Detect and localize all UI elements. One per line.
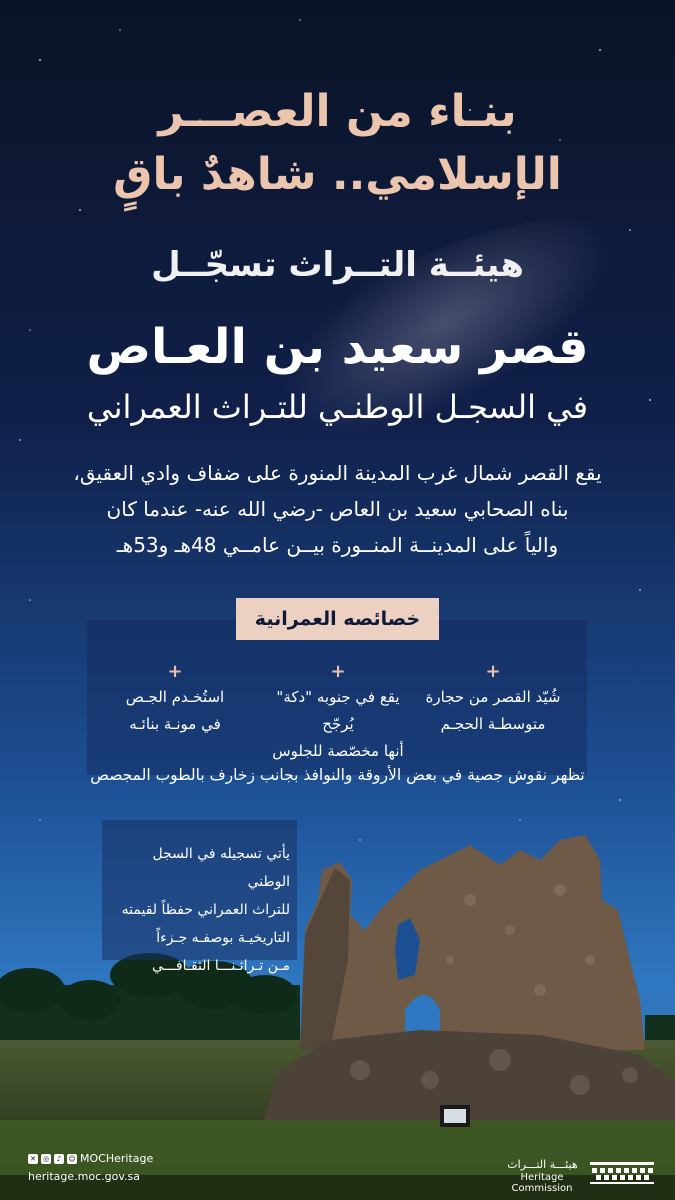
sidenote-line: للتراث العمراني حفظاً لقيمته [121,902,290,918]
sidenote-line: التاريخيـة بوصفـه جـزءاً [156,930,290,946]
snapchat-icon[interactable]: ☺ [68,1154,76,1163]
heritage-commission-logo-icon [588,1160,656,1186]
feature-text: شُيّد القصر من حجارة [425,688,561,706]
plus-icon: + [485,661,501,682]
social-handle[interactable]: MOCHeritage [80,1152,154,1165]
features-title-tag: خصائصه العمرانية [236,598,439,640]
feature-text: في مونـة بنائـه [129,715,221,733]
plus-icon: + [330,661,346,682]
feature-item [418,662,568,738]
instagram-icon[interactable]: ◎ [42,1154,50,1163]
plus-icon: + [167,661,183,682]
feature-text: أنها مخصّصة للجلوس [272,742,404,760]
x-icon[interactable]: ✕ [28,1154,38,1164]
social-handle-row [28,1152,153,1165]
sidenote-line: مـن تـراثـنـــا الثقـافـــي [151,958,290,974]
sidenote-text [110,840,290,980]
feature-text: استُخـدم الجـص [125,688,225,706]
site-name-title: قصر سعيد بن العـاص [86,319,589,375]
registry-subtitle: في السجـل الوطنـي للتـراث العمراني [86,388,589,426]
tiktok-icon[interactable]: ♪ [54,1154,64,1164]
feature-item [263,662,413,765]
logo-text-arabic: هيئـــة التـــراث [507,1158,578,1171]
logo-text-english: Heritage Commission [511,1172,573,1194]
headline-line-2: الإسلامي.. شاهدٌ باقٍ [113,149,562,200]
feature-item [100,662,250,738]
intro-line: يقع القصر شمال غرب المدينة المنورة على ضفاف وادي العقيق، [73,461,602,485]
feature-text: متوسطـة الحجـم [440,715,546,733]
sidenote-line: يأتي تسجيله في السجل الوطني [152,846,290,890]
intro-paragraph [30,455,645,563]
headline-line-1: بنـاء من العصـــر [158,86,517,137]
intro-line: والياً على المدينــة المنــورة بيــن عامــي 48هـ و53هـ [116,533,559,557]
feature-text: يقع في جنوبه "دكة" يُرجّح [276,688,400,733]
intro-line: بناه الصحابي سعيد بن العاص -رضي الله عنه- عندما كان [106,497,569,521]
headline-line-3: هيئــة التــراث تسجّــل [151,245,524,285]
website-link[interactable]: heritage.moc.gov.sa [28,1170,140,1183]
feature-wide: تظهر نقوش جصية في بعض الأروقة والنوافذ بجانب زخارف بالطوب المجصص [90,766,585,784]
